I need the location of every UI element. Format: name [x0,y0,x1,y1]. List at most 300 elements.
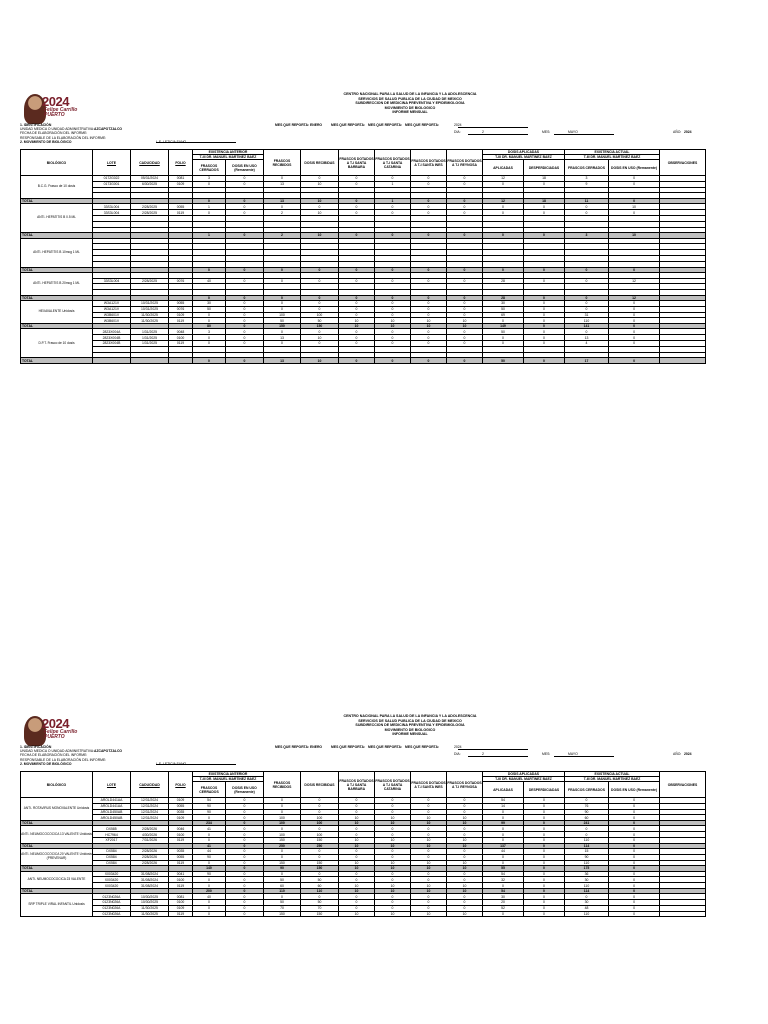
col-dosis-uso: DOSIS EN USO (Remanente) [226,160,264,176]
mes-label: MES QUE REPORTA: [331,745,366,749]
logo-name: Felipe Carrillo PUERTO [44,729,78,740]
table-cell: 10 [447,911,483,917]
table-cell: 2/28/2026 [131,854,169,860]
table-cell: 0 [264,809,301,815]
table-cell: 0 [301,826,339,832]
underline [468,134,528,135]
table-cell: 0 [524,318,565,324]
total-cell: 0 [339,295,375,300]
col-dotados-santa-barbara: FRASCOS DOTADOS A T-I SANTA BARBARA [339,772,375,798]
header-line: CENTRO NACIONAL PARA LA SALUD DE LA INFANCIA Y LA ADOLESCENCIA [343,92,477,96]
table-cell: 0 [264,306,301,312]
table-cell: 30 [565,877,609,883]
table-cell: 90 [193,871,226,877]
table-cell: 150 [264,911,301,917]
table-cell: 0 [301,341,339,347]
col-dosis-aplicadas: DOSIS APLICADAS [483,150,565,155]
table-cell: 0 [447,176,483,182]
table-cell: 0 [226,877,264,883]
logo-year: 2024 [42,94,69,109]
table-cell: 0 [411,798,447,804]
table-cell: 0 [193,312,226,318]
table-cell: 50 [301,318,339,324]
total-label: TOTAL [21,843,93,848]
table-cell: 0 [483,837,524,843]
biologic-name: D.P.T. Frasco de 10 dosis [21,329,93,358]
table-cell: 0 [524,335,565,341]
table-cell: 0 [226,911,264,917]
table-cell: AROLD450AB [93,815,131,821]
table-cell: 1/31/2025 [131,329,169,335]
table-cell: 0055 [169,803,193,809]
total-cell: 0 [301,267,339,272]
table-cell: 0100 [169,877,193,883]
biologic-name: ANTI- HEPATITIS B 20mcg 1 ML [21,272,93,295]
mes-label: MES: [542,130,551,134]
total-cell: 0 [375,295,411,300]
total-cell: 10 [609,233,660,238]
table-cell: 0123N026A [93,911,131,917]
table-cell: 0 [301,871,339,877]
table-cell: 0109 [169,798,193,804]
table-cell: 0 [226,204,264,210]
table-cell: 0 [226,318,264,324]
table-cell: AROLD441AA [93,803,131,809]
total-cell: 0 [524,233,565,238]
table-cell: 30 [565,899,609,905]
table-cell: 0119 [169,210,193,216]
table-cell: 70 [301,905,339,911]
table-cell: 0 [193,815,226,821]
table-cell: 0 [226,860,264,866]
underline [458,749,528,750]
total-cell: 0 [524,843,565,848]
table-cell: 0 [226,301,264,307]
table-cell: X003420 [93,877,131,883]
col-aplicadas: APLICADAS [483,160,524,176]
col-frascos-cerrados: FRASCOS CERRADOS [193,782,226,798]
table-cell: 0119 [169,883,193,889]
biologic-name: SRP TRIPLE VIRAL INFANTIL Unidosis [21,894,93,917]
section-title: 2. MOVIMIENTO DE BIOLÓGICO [20,761,72,766]
table-cell: 44 [483,848,524,854]
col-frascos-recibidos: FRASCOS RECIBIDOS [264,150,301,176]
table-cell: 0 [339,301,375,307]
table-cell: 30 [483,301,524,307]
col-dotados-reynosa: FRASCOS DOTADOS A T-I REYNOSA [447,772,483,798]
total-cell: 0 [447,233,483,238]
table-cell: 0109 [169,181,193,187]
table-cell: 54 [483,871,524,877]
table-cell: 0123N026A [93,905,131,911]
table-cell: 3 [193,329,226,335]
section-title: 1. IDENTIFICACIÓN [20,123,52,127]
col-observaciones: OBSERVACIONES [660,150,706,176]
table-cell: 0 [524,837,565,843]
table-cell: 7/31/2026 [131,837,169,843]
total-cell: 0 [339,199,375,204]
table-cell: 0100 [169,832,193,838]
table-cell: 0 [447,341,483,347]
table-cell: 0 [411,854,447,860]
table-cell: 0 [609,210,660,216]
table-cell: 10 [339,318,375,324]
table-cell: 0 [411,803,447,809]
table-cell: 0 [193,335,226,341]
table-cell: 0 [565,306,609,312]
total-cell: 0 [483,267,524,272]
table-cell: 50 [483,329,524,335]
table-cell: 48 [565,905,609,911]
table-cell: 0 [339,181,375,187]
table-cell: 0 [609,911,660,917]
total-label: TOTAL [21,324,93,329]
table-cell: 12/31/2024 [131,815,169,821]
table-cell: 0 [565,329,609,335]
table-cell: 2823X004A [93,329,131,335]
table-cell: 110 [565,860,609,866]
table-cell: 0 [483,832,524,838]
table-cell: 10 [411,318,447,324]
unit-label: UNIDAD MEDICA O UNIDAD ADMINISTRATIVA: [20,127,95,132]
table-cell: 0 [524,798,565,804]
table-cell: 0041 [169,871,193,877]
total-cell: 150 [301,866,339,871]
table-cell: 0 [483,318,524,324]
table-cell: 0 [609,826,660,832]
total-cell: 149 [483,324,524,329]
total-cell: 0 [226,866,264,871]
table-cell: 10/31/2025 [131,306,169,312]
table-cell: 11/30/2025 [131,905,169,911]
table-cell: 0 [193,837,226,843]
table-cell: 0 [339,832,375,838]
table-cell: 0 [411,848,447,854]
table-cell: 0 [524,301,565,307]
col-dosis-uso-actual: DOSIS EN USO (Remanente) [609,782,660,798]
total-cell: 55 [483,866,524,871]
table-cell: 0119 [169,341,193,347]
mes-label: MES: [542,752,551,756]
table-cell: 0 [483,854,524,860]
col-aplicadas: APLICADAS [483,782,524,798]
table-cell: 10 [301,181,339,187]
total-cell: 0 [226,843,264,848]
table-cell: 150 [264,860,301,866]
table-cell: 0 [375,210,411,216]
table-cell: 0 [339,210,375,216]
table-cell: 0 [411,905,447,911]
table-cell: 3 [193,176,226,182]
total-cell: 80 [193,324,226,329]
table-cell: 10 [375,911,411,917]
table-cell: 0 [411,832,447,838]
table-cell: 0 [264,854,301,860]
table-cell: 0035 [169,809,193,815]
total-cell: 54 [483,888,524,893]
table-cell: 2/28/2026 [131,860,169,866]
table-cell: 31/08/2024 [131,871,169,877]
total-cell: 28 [483,295,524,300]
biologic-name: B.C.G. Frasco de 10 dosis [21,176,93,199]
table-cell: 13 [565,335,609,341]
table-cell: 0 [375,301,411,307]
table-cell: 0100 [169,335,193,341]
table-cell: 0 [193,181,226,187]
total-cell: 1 [193,233,226,238]
col-frascos-cerrados-actual: FRASCOS CERRADOS [565,160,609,176]
table-cell: 0 [301,204,339,210]
col-subheader: T-III DR. MANUEL MARTINEZ BAEZ [193,155,264,160]
table-cell: 0 [301,306,339,312]
table-cell: 0 [226,306,264,312]
identification-block [20,123,250,144]
table-cell: 0 [301,848,339,854]
table-cell: 0 [483,809,524,815]
total-cell: 0 [411,233,447,238]
resp-label: RESPONSABLE DE LA ELABORACIÓN DEL INFORME: [20,135,107,140]
col-dotados-santa-barbara: FRASCOS DOTADOS A T-I SANTA BARBARA [339,150,375,176]
table-cell: 0 [447,871,483,877]
table-cell: 0 [483,815,524,821]
table-cell: 0 [226,871,264,877]
table-cell: 0 [565,210,609,216]
header-line: SUBDIRECCION DE MEDICINA PREVENTIVA Y EPIDEMIOLOGIA [355,101,465,106]
table-cell: 0 [339,176,375,182]
table-cell: 0 [226,803,264,809]
total-cell: 150 [264,324,301,329]
table-cell: 05/31/2024 [131,176,169,182]
table-cell: 0 [226,181,264,187]
table-cell: 0 [524,826,565,832]
total-cell: 250 [301,843,339,848]
table-cell: 0 [609,860,660,866]
biologic-name: ANTI- NEUMOCOCOCICA 13 VALENTE Unidosis [21,826,93,843]
table-cell: 0 [411,176,447,182]
table-cell: 69 [483,312,524,318]
table-cell: 0 [226,798,264,804]
table-cell: 0 [375,341,411,347]
total-cell: 0 [226,199,264,204]
col-subheader: T-III DR. MANUEL MARTINEZ BAEZ [565,777,660,782]
table-cell: 0 [264,301,301,307]
table-cell: 0 [375,877,411,883]
table-cell: 0 [447,798,483,804]
table-cell: W3A121V [93,306,131,312]
table-cell: 0081 [169,176,193,182]
table-cell: 90 [193,854,226,860]
table-cell: 0 [375,899,411,905]
total-cell: 0 [609,843,660,848]
table-cell: 0 [565,204,609,210]
table-cell: 90 [565,854,609,860]
table-cell: 0 [339,877,375,883]
table-cell: 50 [301,899,339,905]
table-cell: 0 [226,826,264,832]
table-cell: 6/30/2025 [131,181,169,187]
mes-label: MES QUE REPORTA: [368,745,403,749]
table-cell: 0 [483,860,524,866]
table-cell: 0 [411,899,447,905]
table-cell: 10 [447,318,483,324]
table-cell: 44 [193,848,226,854]
table-cell: 13 [264,181,301,187]
table-cell: 0 [483,911,524,917]
total-cell: 0 [609,324,660,329]
col-lote: LOTE [93,150,131,176]
col-subheader: T-III DR. MANUEL MARTINEZ BAEZ [193,777,264,782]
table-cell: 0 [339,826,375,832]
table-cell: 0 [339,204,375,210]
total-cell: 12 [483,199,524,204]
table-cell: 0123N026A [93,894,131,900]
report-header [270,714,550,737]
table-cell: 10 [411,860,447,866]
table-cell: 0046 [169,826,193,832]
col-dotados-reynosa: FRASCOS DOTADOS A T-I REYNOSA [447,150,483,176]
anio-label: AÑO: [673,752,682,756]
table-cell: 52 [483,905,524,911]
table-cell: 0 [447,809,483,815]
table-cell: 0 [524,854,565,860]
table-cell: 150 [301,860,339,866]
table-cell: 150 [264,837,301,843]
table-cell: 0 [193,318,226,324]
table-cell: 2 [264,210,301,216]
total-cell: 100 [264,821,301,826]
total-cell: 10 [375,843,411,848]
table-cell: 0 [483,204,524,210]
table-cell: 10 [609,204,660,210]
col-subheader: T-III DR. MANUEL MARTINEZ BAEZ [565,155,660,160]
total-cell: 200 [193,888,226,893]
total-cell: 0 [524,866,565,871]
table-cell: 0 [565,832,609,838]
table-cell: AROLD441AA [93,798,131,804]
table-cell: 0 [226,899,264,905]
col-dotados-santa-catarina: FRASCOS DOTADOS A T-I SANTA CATARINA [375,150,411,176]
table-cell: 100 [301,312,339,318]
table-cell: 0 [609,318,660,324]
table-cell: 100 [301,832,339,838]
dia-label: DIA: [454,130,461,134]
table-cell: 0 [609,883,660,889]
table-cell: 0 [301,278,339,284]
table-cell: 0 [524,278,565,284]
table-cell: X003420 [93,883,131,889]
total-cell: 141 [565,324,609,329]
table-cell: 0 [524,905,565,911]
mes-label: MES QUE REPORTA: [275,745,310,749]
table-cell: 12 [609,278,660,284]
table-cell: 0 [524,803,565,809]
date-label: FECHA DE ELABORACIÓN DEL INFORME: [20,753,88,758]
table-cell: 10 [411,911,447,917]
table-cell: 100 [301,815,339,821]
table-cell: 0 [375,803,411,809]
table-cell: 0 [226,894,264,900]
table-cell: 2823X004B [93,335,131,341]
table-cell: 0 [524,329,565,335]
table-cell: 0076 [169,278,193,284]
table-cell: 50 [483,306,524,312]
total-cell: 13 [264,199,301,204]
table-cell: 0 [524,848,565,854]
table-cell: 0 [264,798,301,804]
table-cell: 0 [609,854,660,860]
table-cell: 0 [524,899,565,905]
table-cell: 0 [339,312,375,318]
table-cell: 60 [301,883,339,889]
total-cell: 0 [226,358,264,363]
total-cell: 18 [524,199,565,204]
table-cell: 0 [565,798,609,804]
header-line: INFORME MENSUAL [392,732,428,737]
table-cell: 0 [226,854,264,860]
total-cell: 0 [524,821,565,826]
total-cell: 3 [565,233,609,238]
table-cell: 0 [226,837,264,843]
table-cell: 0 [609,871,660,877]
col-biologico: BIOLÓGICO [21,772,93,798]
total-label: TOTAL [21,358,93,363]
table-cell: 0 [609,877,660,883]
table-cell: 0 [447,848,483,854]
table-cell: 12 [483,176,524,182]
total-cell: 0 [447,358,483,363]
table-cell: 0 [301,798,339,804]
table-cell: 40 [193,278,226,284]
total-cell: 250 [264,843,301,848]
table-cell: 110 [565,883,609,889]
total-cell: 10 [447,843,483,848]
col-dosis-recibidas: DOSIS RECIBIDAS [301,772,339,798]
col-dosis-uso: DOSIS EN USO (Remanente) [226,782,264,798]
table-cell: 40 [193,894,226,900]
total-cell: 99 [483,821,524,826]
total-cell: 0 [411,199,447,204]
table-cell: 0 [375,278,411,284]
table-cell: 0 [375,832,411,838]
table-cell: 41 [193,826,226,832]
table-cell: 0 [339,803,375,809]
table-cell: 0 [375,905,411,911]
table-cell: W3B601V [93,318,131,324]
col-dotados-santa-catarina: FRASCOS DOTADOS A T-I SANTA CATARINA [375,772,411,798]
total-label: TOTAL [21,821,93,826]
table-cell: 0 [264,848,301,854]
table-cell: 0 [524,877,565,883]
table-cell: 31/08/2024 [131,877,169,883]
table-cell: 0 [339,306,375,312]
table-cell: 0 [411,894,447,900]
table-cell: 0 [339,871,375,877]
table-cell: X003420 [93,871,131,877]
table-cell: 0 [226,832,264,838]
table-cell: 0 [447,803,483,809]
section-title: 1. IDENTIFICACIÓN [20,745,52,749]
total-cell: 50 [483,358,524,363]
table-cell: 0 [226,329,264,335]
table-cell: 0 [411,329,447,335]
underline [468,756,528,757]
table-cell: 0 [524,860,565,866]
table-cell: 12/31/2024 [131,803,169,809]
table-cell: 0048 [169,329,193,335]
total-cell: 10 [339,324,375,329]
total-cell: 0 [193,358,226,363]
table-cell: 0 [264,803,301,809]
